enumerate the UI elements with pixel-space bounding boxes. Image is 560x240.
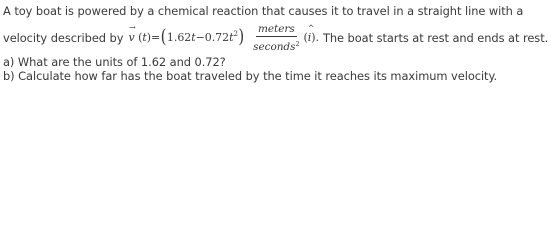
vector-arrow: → (128, 23, 136, 32)
equation-coefficient-2: 0.72 (204, 31, 230, 44)
question-a: a) What are the units of 1.62 and 0.72? (3, 55, 226, 69)
velocity-description-prefix: velocity described by (3, 31, 124, 45)
velocity-vector-symbol (128, 23, 136, 44)
velocity-description-suffix: The boat starts at rest and ends at rest. (322, 31, 549, 45)
unit-vector-i (307, 24, 315, 44)
units-fraction (251, 23, 301, 53)
unit-vector-open-paren: ( (303, 31, 308, 44)
units-fraction-numerator: meters (257, 23, 295, 35)
equation-coefficient-1: 1.62 (166, 31, 192, 44)
equation-big-open-paren: ( (160, 24, 167, 48)
velocity-equation (128, 23, 319, 53)
equation-open-paren-t: ( (138, 31, 143, 44)
equation-term-1-t: t (191, 31, 196, 44)
unit-vector-close-paren: ). (311, 31, 319, 44)
equation-variable-t: t (142, 31, 147, 44)
equation-minus: − (195, 31, 205, 44)
vector-letter: v (128, 31, 135, 44)
denominator-word: seconds (253, 41, 296, 53)
equation-equals: = (150, 31, 161, 44)
equation-term-2-t: t (229, 31, 234, 44)
denominator-exponent: 2 (295, 40, 300, 48)
problem-intro-line-1: A toy boat is powered by a chemical reaction that causes it to travel in a straight line with a (3, 4, 524, 18)
problem-text-block (0, 0, 560, 104)
equation-close-paren-t: ) (146, 31, 151, 44)
equation-exponent: 2 (233, 30, 238, 38)
equation-big-close-paren: ) (238, 24, 245, 48)
unit-vector-hat: ^ (307, 24, 315, 33)
units-fraction-denominator (251, 37, 301, 53)
question-b: b) Calculate how far has the boat traveled by the time it reaches its maximum velocity. (3, 69, 498, 83)
problem-intro-line-2 (3, 20, 548, 56)
unit-vector-letter: i (307, 31, 312, 44)
